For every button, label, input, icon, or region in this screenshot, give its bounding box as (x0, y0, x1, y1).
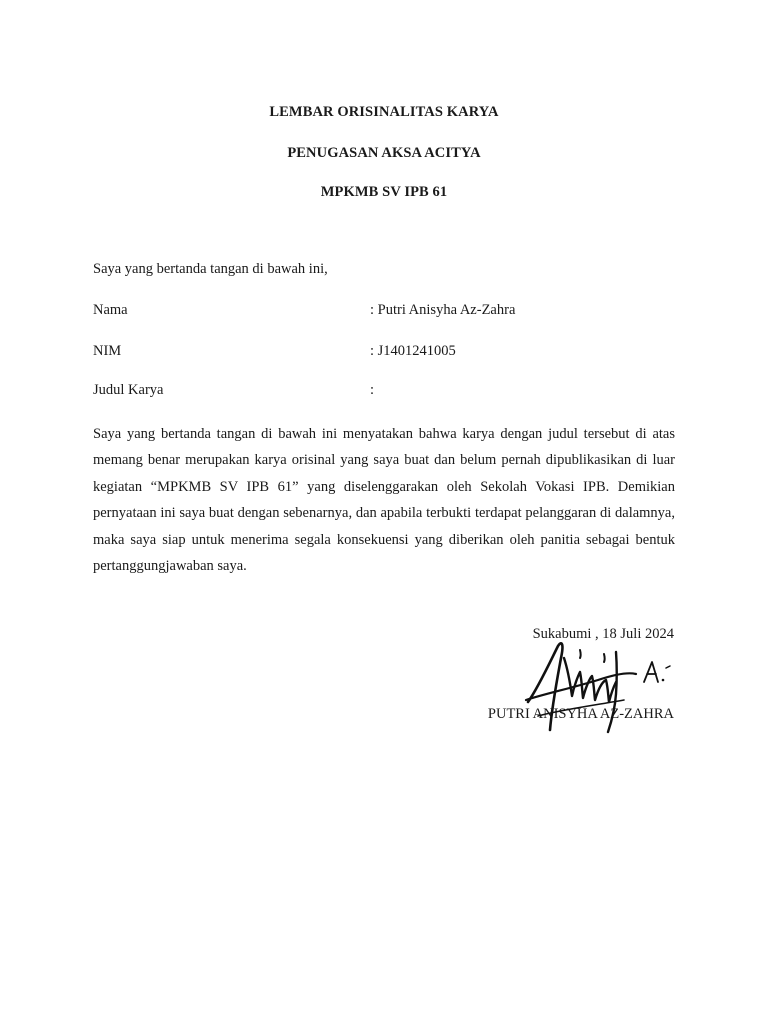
signer-name: PUTRI ANISYHA AZ-ZAHRA (487, 706, 674, 722)
field-label-nim: NIM (93, 343, 122, 359)
field-value-nama: : Putri Anisyha Az-Zahra (370, 302, 516, 318)
intro-text: Saya yang bertanda tangan di bawah ini, (93, 261, 328, 277)
document-title: LEMBAR ORISINALITAS KARYA (269, 104, 499, 120)
document-event-title: MPKMB SV IPB 61 (320, 184, 448, 200)
place-date: Sukabumi , 18 Juli 2024 (532, 626, 674, 642)
field-value-nim: : J1401241005 (370, 343, 456, 359)
document-subtitle: PENUGASAN AKSA ACITYA (287, 145, 481, 161)
field-value-judul-karya: : (370, 382, 375, 398)
statement-paragraph: Saya yang bertanda tangan di bawah ini menyatakan bahwa karya dengan judul tersebut di atas memang benar merupakan karya orisinal yang saya buat dan belum pernah dipublikasikan di luar kegiatan “MPKMB SV IPB 61” yang diselenggarakan oleh Sekolah Vokasi IPB. Demikian pernyataan ini saya buat dengan sebenarnya, dan apabila terbukti terdapat pelanggaran di dalamnya, maka saya siap untuk menerima segala konsekuensi yang diberikan oleh panitia sebagai bentuk pertanggungjawaban saya. (93, 426, 675, 575)
handwritten-signature (520, 636, 680, 746)
field-label-judul-karya: Judul Karya (93, 382, 164, 398)
field-label-nama: Nama (93, 302, 128, 318)
